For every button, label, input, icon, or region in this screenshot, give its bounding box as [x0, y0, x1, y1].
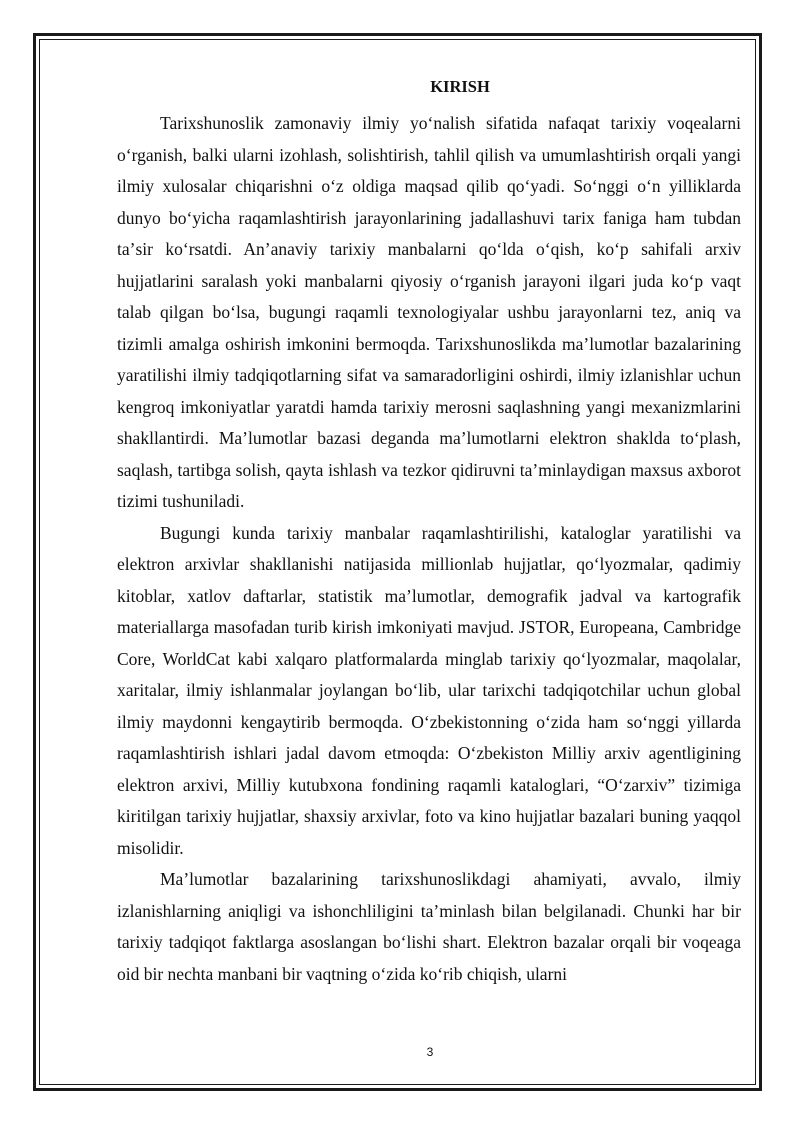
paragraph-1: Tarixshunoslik zamonaviy ilmiy yoʻnalish sifatida nafaqat tarixiy voqealarni oʻrganish, balki ularni izohlash, solishtirish, tahlil qilish va umumlashtirish orqali yangi ilmiy xulosalar chiqarishni oʻz oldiga maqsad qilib qoʻyadi. Soʻnggi oʻn yilliklarda dunyo boʻyicha raqamlashtirish jarayonlarining jadallashuvi tarix faniga ham tubdan taʼsir koʻrsatdi. Anʼanaviy tarixiy manbalarni qoʻlda oʻqish, koʻp sahifali arxiv hujjatlarini saralash yoki manbalarni qiyosiy oʻrganish jarayoni ilgari juda koʻp vaqt talab qilgan boʻlsa, bugungi raqamli texnologiyalar ushbu jarayonlarni tez, aniq va tizimli amalga oshirish imkonini bermoqda. Tarixshunoslikda maʼlumotlar bazalarining yaratilishi ilmiy tadqiqotlarning sifat va samaradorligini oshirdi, ilmiy izlanishlar uchun kengroq imkoniyatlar yaratdi hamda tarixiy merosni saqlashning yangi mexanizmlarini shakllantirdi. Maʼlumotlar bazasi deganda maʼlumotlarni elektron shaklda toʻplash, saqlash, tartibga solish, qayta ishlash va tezkor qidiruvni taʼminlaydigan maxsus axborot tizimi tushuniladi. [117, 113, 741, 511]
document-body [117, 72, 741, 990]
section-title: KIRISH [430, 77, 490, 96]
paragraph-3: Maʼlumotlar bazalarining tarixshunoslikdagi ahamiyati, avvalo, ilmiy izlanishlarning aniqligi va ishonchliligini taʼminlash bilan belgilanadi. Chunki har bir tarixiy tadqiqot faktlarga asoslangan boʻlishi shart. Elektron bazalar orqali bir voqeaga oid bir nechta manbani bir vaqtning oʻzida koʻrib chiqish, ularni [117, 869, 741, 984]
page-number: 3 [426, 1045, 434, 1059]
paragraph-2: Bugungi kunda tarixiy manbalar raqamlashtirilishi, kataloglar yaratilishi va elektron arxivlar shakllanishi natijasida millionlab hujjatlar, qoʻlyozmalar, qadimiy kitoblar, xatlov daftarlar, statistik maʼlumotlar, demografik jadval va kartografik materiallarga masofadan turib kirish imkoniyati mavjud. JSTOR, Europeana, Cambridge Core, WorldCat kabi xalqaro platformalarda minglab tarixiy qoʻlyozmalar, maqolalar, xaritalar, ilmiy ishlanmalar joylangan boʻlib, ular tarixchi tadqiqotchilar uchun global ilmiy maydonni kengaytirib bermoqda. Oʻzbekistonning oʻzida ham soʻnggi yillarda raqamlashtirish ishlari jadal davom etmoqda: Oʻzbekiston Milliy arxiv agentligining elektron arxivi, Milliy kutubxona fondining raqamli kataloglari, “Oʻzarxiv” tizimiga kiritilgan tarixiy hujjatlar, shaxsiy arxivlar, foto va kino hujjatlar bazalari buning yaqqol misolidir. [117, 522, 741, 858]
